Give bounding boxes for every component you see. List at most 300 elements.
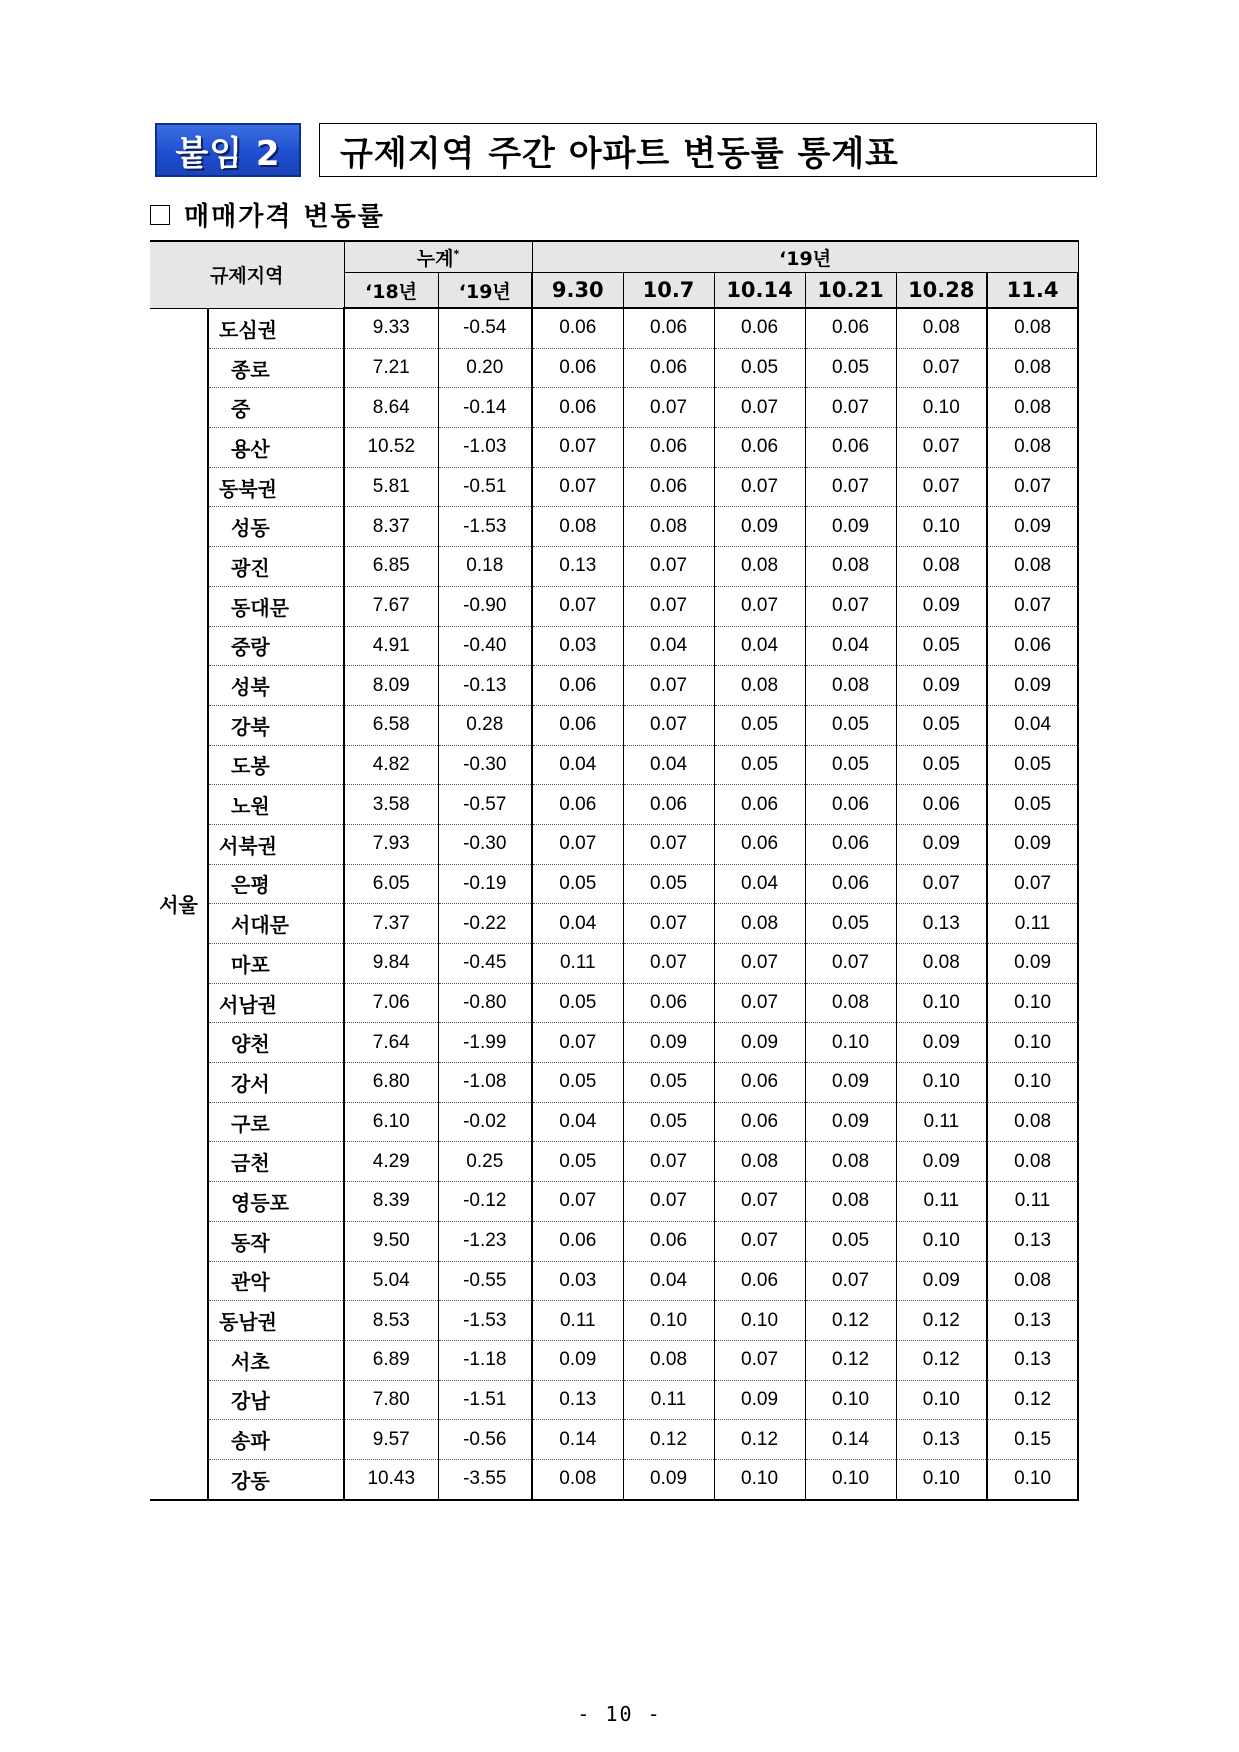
region-group-name: 동남권 <box>208 1301 344 1341</box>
weekly-value: 0.10 <box>805 1459 896 1499</box>
district-name: 용산 <box>208 428 344 468</box>
table-body <box>150 308 1078 1500</box>
weekly-value: 0.05 <box>532 1142 623 1182</box>
weekly-value: 0.07 <box>805 944 896 984</box>
cumulative-value: -0.40 <box>438 626 532 666</box>
table-row <box>150 308 1078 348</box>
weekly-value: 0.05 <box>896 626 987 666</box>
weekly-value: 0.07 <box>805 467 896 507</box>
district-name: 광진 <box>208 547 344 587</box>
region-group-name: 서북권 <box>208 824 344 864</box>
district-name: 강서 <box>208 1063 344 1103</box>
cumulative-value: 7.21 <box>344 348 438 388</box>
weekly-value: 0.07 <box>532 586 623 626</box>
weekly-value: 0.06 <box>987 626 1078 666</box>
weekly-value: 0.06 <box>532 308 623 348</box>
weekly-value: 0.09 <box>896 824 987 864</box>
weekly-value: 0.10 <box>714 1301 805 1341</box>
region-group-name: 도심권 <box>208 308 344 348</box>
weekly-value: 0.08 <box>896 944 987 984</box>
cumulative-value: 5.81 <box>344 467 438 507</box>
weekly-value: 0.08 <box>714 666 805 706</box>
weekly-value: 0.08 <box>987 547 1078 587</box>
weekly-value: 0.13 <box>532 547 623 587</box>
weekly-value: 0.06 <box>623 1221 714 1261</box>
cumulative-value: -0.02 <box>438 1102 532 1142</box>
weekly-value: 0.05 <box>714 705 805 745</box>
weekly-value: 0.05 <box>987 745 1078 785</box>
weekly-value: 0.07 <box>623 1182 714 1222</box>
weekly-value: 0.04 <box>805 626 896 666</box>
weekly-value: 0.05 <box>896 705 987 745</box>
weekly-value: 0.06 <box>714 1102 805 1142</box>
cumulative-value: 7.67 <box>344 586 438 626</box>
cumulative-value: 0.25 <box>438 1142 532 1182</box>
weekly-value: 0.04 <box>532 904 623 944</box>
district-name: 서대문 <box>208 904 344 944</box>
weekly-value: 0.09 <box>987 507 1078 547</box>
weekly-value: 0.11 <box>896 1182 987 1222</box>
weekly-value: 0.06 <box>532 666 623 706</box>
cumulative-value: -1.08 <box>438 1063 532 1103</box>
weekly-value: 0.08 <box>532 1459 623 1499</box>
table-row <box>150 1063 1078 1103</box>
weekly-value: 0.06 <box>714 824 805 864</box>
table-row <box>150 1340 1078 1380</box>
table-row <box>150 785 1078 825</box>
weekly-value: 0.06 <box>714 428 805 468</box>
weekly-value: 0.09 <box>896 1142 987 1182</box>
district-name: 도봉 <box>208 745 344 785</box>
weekly-value: 0.09 <box>896 666 987 706</box>
table-row <box>150 666 1078 706</box>
weekly-value: 0.08 <box>714 547 805 587</box>
weekly-value: 0.07 <box>805 1261 896 1301</box>
weekly-value: 0.09 <box>714 507 805 547</box>
weekly-value: 0.07 <box>623 586 714 626</box>
weekly-value: 0.04 <box>532 745 623 785</box>
table-row <box>150 348 1078 388</box>
table-row <box>150 547 1078 587</box>
weekly-value: 0.07 <box>714 467 805 507</box>
cumulative-value: -0.13 <box>438 666 532 706</box>
cumulative-value: -0.30 <box>438 745 532 785</box>
weekly-value: 0.04 <box>714 864 805 904</box>
cumulative-value: -1.18 <box>438 1340 532 1380</box>
weekly-value: 0.10 <box>805 1023 896 1063</box>
weekly-value: 0.07 <box>532 1182 623 1222</box>
weekly-value: 0.13 <box>896 1420 987 1460</box>
weekly-value: 0.06 <box>805 785 896 825</box>
district-name: 양천 <box>208 1023 344 1063</box>
weekly-value: 0.05 <box>714 745 805 785</box>
table-row <box>150 1380 1078 1420</box>
table-row <box>150 1459 1078 1499</box>
weekly-value: 0.07 <box>532 467 623 507</box>
weekly-value: 0.05 <box>623 1102 714 1142</box>
weekly-value: 0.10 <box>987 1063 1078 1103</box>
district-name: 강남 <box>208 1380 344 1420</box>
weekly-value: 0.06 <box>532 348 623 388</box>
weekly-value: 0.06 <box>623 428 714 468</box>
table-row <box>150 904 1078 944</box>
cumulative-value: -0.45 <box>438 944 532 984</box>
weekly-value: 0.09 <box>987 944 1078 984</box>
table-row <box>150 1182 1078 1222</box>
weekly-value: 0.13 <box>987 1301 1078 1341</box>
district-name: 영등포 <box>208 1182 344 1222</box>
weekly-value: 0.12 <box>805 1340 896 1380</box>
weekly-value: 0.08 <box>805 1142 896 1182</box>
cumulative-value: 3.58 <box>344 785 438 825</box>
cumulative-value: 9.84 <box>344 944 438 984</box>
table-row <box>150 1301 1078 1341</box>
weekly-value: 0.11 <box>987 1182 1078 1222</box>
weekly-value: 0.05 <box>532 864 623 904</box>
week-col-header: 11.4 <box>987 273 1078 309</box>
weekly-value: 0.08 <box>714 1142 805 1182</box>
weekly-value: 0.10 <box>896 388 987 428</box>
district-name: 송파 <box>208 1420 344 1460</box>
week-col-header: 10.21 <box>805 273 896 309</box>
cumulative-value: 8.64 <box>344 388 438 428</box>
cumulative-value: 6.80 <box>344 1063 438 1103</box>
weekly-value: 0.10 <box>896 507 987 547</box>
district-name: 관악 <box>208 1261 344 1301</box>
weekly-value: 0.08 <box>987 1102 1078 1142</box>
weekly-value: 0.06 <box>623 467 714 507</box>
weekly-value: 0.13 <box>987 1340 1078 1380</box>
weekly-value: 0.12 <box>623 1420 714 1460</box>
cumulative-value: -0.90 <box>438 586 532 626</box>
page-title: 규제지역 주간 아파트 변동률 통계표 <box>319 123 1097 177</box>
district-name: 종로 <box>208 348 344 388</box>
weekly-value: 0.06 <box>623 983 714 1023</box>
weekly-value: 0.11 <box>896 1102 987 1142</box>
cumulative-value: -0.54 <box>438 308 532 348</box>
cumulative-value: -0.30 <box>438 824 532 864</box>
weekly-value: 0.05 <box>805 348 896 388</box>
weekly-value: 0.08 <box>987 1142 1078 1182</box>
cumulative-value: 8.39 <box>344 1182 438 1222</box>
weekly-value: 0.04 <box>987 705 1078 745</box>
weekly-value: 0.07 <box>896 348 987 388</box>
district-name: 서초 <box>208 1340 344 1380</box>
weekly-value: 0.14 <box>532 1420 623 1460</box>
weekly-value: 0.12 <box>896 1301 987 1341</box>
district-name: 은평 <box>208 864 344 904</box>
cumulative-value: 6.05 <box>344 864 438 904</box>
weekly-value: 0.04 <box>623 626 714 666</box>
weekly-value: 0.06 <box>896 785 987 825</box>
weekly-value: 0.09 <box>805 1102 896 1142</box>
cumulative-value: 4.82 <box>344 745 438 785</box>
weekly-value: 0.10 <box>896 1221 987 1261</box>
weekly-value: 0.12 <box>987 1380 1078 1420</box>
table-row <box>150 1023 1078 1063</box>
district-name: 중랑 <box>208 626 344 666</box>
weekly-value: 0.06 <box>714 785 805 825</box>
cumulative-value: 7.37 <box>344 904 438 944</box>
weekly-value: 0.14 <box>805 1420 896 1460</box>
weekly-value: 0.09 <box>987 824 1078 864</box>
cumulative-value: -1.03 <box>438 428 532 468</box>
weekly-value: 0.07 <box>714 1182 805 1222</box>
weekly-value: 0.09 <box>896 1023 987 1063</box>
weekly-value: 0.10 <box>896 983 987 1023</box>
weekly-value: 0.05 <box>623 864 714 904</box>
weekly-value: 0.07 <box>987 467 1078 507</box>
table-row <box>150 745 1078 785</box>
cumulative-value: 4.29 <box>344 1142 438 1182</box>
district-name: 노원 <box>208 785 344 825</box>
cumulative-value: 8.37 <box>344 507 438 547</box>
cumulative-value: 9.57 <box>344 1420 438 1460</box>
region-group-name: 서남권 <box>208 983 344 1023</box>
cumulative-value: -1.51 <box>438 1380 532 1420</box>
weekly-value: 0.07 <box>623 1142 714 1182</box>
table-row <box>150 586 1078 626</box>
table-row <box>150 1261 1078 1301</box>
weekly-value: 0.06 <box>805 864 896 904</box>
district-name: 중 <box>208 388 344 428</box>
weekly-value: 0.07 <box>896 428 987 468</box>
weekly-value: 0.06 <box>623 308 714 348</box>
weekly-value: 0.04 <box>714 626 805 666</box>
weekly-value: 0.10 <box>896 1380 987 1420</box>
cumulative-value: -0.56 <box>438 1420 532 1460</box>
district-name: 구로 <box>208 1102 344 1142</box>
cumulative-col-header: ‘18년 <box>344 273 438 309</box>
weekly-value: 0.07 <box>623 904 714 944</box>
section-label: 매매가격 변동률 <box>184 202 385 232</box>
attachment-badge: 붙임 2 <box>155 123 301 177</box>
table-row <box>150 1221 1078 1261</box>
cumulative-value: 7.06 <box>344 983 438 1023</box>
district-name: 동작 <box>208 1221 344 1261</box>
cumulative-value: -0.51 <box>438 467 532 507</box>
weekly-value: 0.09 <box>896 586 987 626</box>
weekly-value: 0.05 <box>987 785 1078 825</box>
weekly-value: 0.11 <box>532 1301 623 1341</box>
weekly-value: 0.09 <box>805 1063 896 1103</box>
cumulative-value: 9.33 <box>344 308 438 348</box>
weekly-value: 0.07 <box>714 983 805 1023</box>
weekly-value: 0.07 <box>532 1023 623 1063</box>
cumulative-value: 4.91 <box>344 626 438 666</box>
district-name: 마포 <box>208 944 344 984</box>
weekly-value: 0.07 <box>623 944 714 984</box>
weekly-value: 0.10 <box>896 1459 987 1499</box>
table-row <box>150 944 1078 984</box>
weekly-value: 0.06 <box>714 308 805 348</box>
weekly-value: 0.07 <box>623 705 714 745</box>
table-row <box>150 1142 1078 1182</box>
cumulative-value: 0.20 <box>438 348 532 388</box>
weekly-value: 0.08 <box>805 983 896 1023</box>
weekly-value: 0.05 <box>896 745 987 785</box>
table-row <box>150 824 1078 864</box>
title-row <box>155 123 1097 177</box>
weekly-value: 0.06 <box>623 785 714 825</box>
cumulative-value: -0.14 <box>438 388 532 428</box>
weekly-value: 0.05 <box>532 1063 623 1103</box>
weekly-value: 0.12 <box>896 1340 987 1380</box>
weekly-value: 0.07 <box>805 388 896 428</box>
week-col-header: 10.28 <box>896 273 987 309</box>
weekly-value: 0.08 <box>805 1182 896 1222</box>
weekly-value: 0.07 <box>987 864 1078 904</box>
cumulative-value: -0.57 <box>438 785 532 825</box>
weekly-value: 0.08 <box>805 666 896 706</box>
cumulative-value: -0.55 <box>438 1261 532 1301</box>
weekly-value: 0.07 <box>714 388 805 428</box>
cumulative-value: 7.64 <box>344 1023 438 1063</box>
weekly-value: 0.09 <box>987 666 1078 706</box>
cumulative-value: 6.89 <box>344 1340 438 1380</box>
weekly-value: 0.09 <box>714 1380 805 1420</box>
cumulative-value: -1.99 <box>438 1023 532 1063</box>
weekly-value: 0.05 <box>805 904 896 944</box>
weekly-value: 0.07 <box>623 388 714 428</box>
weekly-value: 0.07 <box>714 586 805 626</box>
weekly-value: 0.15 <box>987 1420 1078 1460</box>
weekly-value: 0.05 <box>805 1221 896 1261</box>
cumulative-value: -0.22 <box>438 904 532 944</box>
city-label: 서울 <box>150 308 208 1500</box>
cumulative-value: -0.19 <box>438 864 532 904</box>
cumulative-value: 9.50 <box>344 1221 438 1261</box>
weekly-value: 0.09 <box>896 1261 987 1301</box>
weekly-value: 0.09 <box>623 1459 714 1499</box>
cumulative-value: 8.53 <box>344 1301 438 1341</box>
weekly-value: 0.08 <box>805 547 896 587</box>
cumulative-value: 5.04 <box>344 1261 438 1301</box>
district-name: 성동 <box>208 507 344 547</box>
weekly-value: 0.10 <box>987 983 1078 1023</box>
district-name: 동대문 <box>208 586 344 626</box>
weekly-value: 0.11 <box>987 904 1078 944</box>
table-row <box>150 1420 1078 1460</box>
weekly-value: 0.07 <box>805 586 896 626</box>
weekly-value: 0.09 <box>805 507 896 547</box>
weekly-value: 0.10 <box>805 1380 896 1420</box>
weekly-value: 0.08 <box>896 547 987 587</box>
week-col-header: 10.14 <box>714 273 805 309</box>
cumulative-value: 10.52 <box>344 428 438 468</box>
weekly-value: 0.08 <box>896 308 987 348</box>
district-name: 강동 <box>208 1459 344 1499</box>
weekly-value: 0.07 <box>714 1221 805 1261</box>
weekly-value: 0.07 <box>623 547 714 587</box>
cumulative-value: 8.09 <box>344 666 438 706</box>
weekly-value: 0.10 <box>987 1023 1078 1063</box>
weekly-value: 0.05 <box>714 348 805 388</box>
weekly-value: 0.10 <box>623 1301 714 1341</box>
weekly-value: 0.06 <box>532 388 623 428</box>
weekly-value: 0.07 <box>714 1340 805 1380</box>
weekly-value: 0.08 <box>623 507 714 547</box>
cumulative-value: 7.80 <box>344 1380 438 1420</box>
cumulative-value: 7.93 <box>344 824 438 864</box>
price-change-table <box>150 240 1079 1501</box>
weekly-value: 0.10 <box>896 1063 987 1103</box>
table-row <box>150 388 1078 428</box>
weekly-value: 0.12 <box>714 1420 805 1460</box>
weekly-value: 0.09 <box>532 1340 623 1380</box>
region-group-name: 동북권 <box>208 467 344 507</box>
weekly-value: 0.06 <box>623 348 714 388</box>
weekly-value: 0.04 <box>532 1102 623 1142</box>
weekly-value: 0.08 <box>987 1261 1078 1301</box>
cumulative-value: -1.23 <box>438 1221 532 1261</box>
weekly-value: 0.08 <box>623 1340 714 1380</box>
week-col-header: 10.7 <box>623 273 714 309</box>
table-row <box>150 507 1078 547</box>
region-header: 규제지역 <box>150 241 344 308</box>
weekly-value: 0.07 <box>532 428 623 468</box>
cumulative-value: 0.28 <box>438 705 532 745</box>
weekly-value: 0.04 <box>623 1261 714 1301</box>
weekly-value: 0.06 <box>532 785 623 825</box>
table-row <box>150 864 1078 904</box>
cumulative-value: -0.12 <box>438 1182 532 1222</box>
district-name: 성북 <box>208 666 344 706</box>
weekly-value: 0.06 <box>805 308 896 348</box>
page-number: - 10 - <box>577 1702 662 1726</box>
cumulative-value: 10.43 <box>344 1459 438 1499</box>
weekly-value: 0.08 <box>987 428 1078 468</box>
weekly-value: 0.03 <box>532 626 623 666</box>
table-row <box>150 705 1078 745</box>
weekly-value: 0.08 <box>714 904 805 944</box>
weekly-value: 0.04 <box>623 745 714 785</box>
cumulative-col-header: ‘19년 <box>438 273 532 309</box>
cumulative-value: 6.85 <box>344 547 438 587</box>
cumulative-value: -1.53 <box>438 507 532 547</box>
weekly-value: 0.08 <box>987 388 1078 428</box>
weekly-value: 0.08 <box>987 308 1078 348</box>
cumulative-value: 6.58 <box>344 705 438 745</box>
cumulative-value: -3.55 <box>438 1459 532 1499</box>
weekly-value: 0.07 <box>896 467 987 507</box>
weekly-value: 0.06 <box>714 1261 805 1301</box>
weekly-value: 0.13 <box>896 904 987 944</box>
weekly-value: 0.05 <box>805 745 896 785</box>
weekly-value: 0.13 <box>987 1221 1078 1261</box>
weekly-value: 0.11 <box>623 1380 714 1420</box>
table-row <box>150 1102 1078 1142</box>
weekly-value: 0.05 <box>623 1063 714 1103</box>
weekly-value: 0.11 <box>532 944 623 984</box>
cumulative-value: 0.18 <box>438 547 532 587</box>
weekly-value: 0.06 <box>714 1063 805 1103</box>
table-row <box>150 467 1078 507</box>
week-col-header: 9.30 <box>532 273 623 309</box>
weekly-value: 0.05 <box>805 705 896 745</box>
year-header: ‘19년 <box>532 241 1078 273</box>
weekly-value: 0.07 <box>714 944 805 984</box>
district-name: 강북 <box>208 705 344 745</box>
cumulative-value: 6.10 <box>344 1102 438 1142</box>
weekly-value: 0.03 <box>532 1261 623 1301</box>
weekly-value: 0.07 <box>623 666 714 706</box>
weekly-value: 0.07 <box>987 586 1078 626</box>
weekly-value: 0.07 <box>896 864 987 904</box>
weekly-value: 0.06 <box>805 428 896 468</box>
section-heading <box>150 196 385 233</box>
weekly-value: 0.06 <box>805 824 896 864</box>
